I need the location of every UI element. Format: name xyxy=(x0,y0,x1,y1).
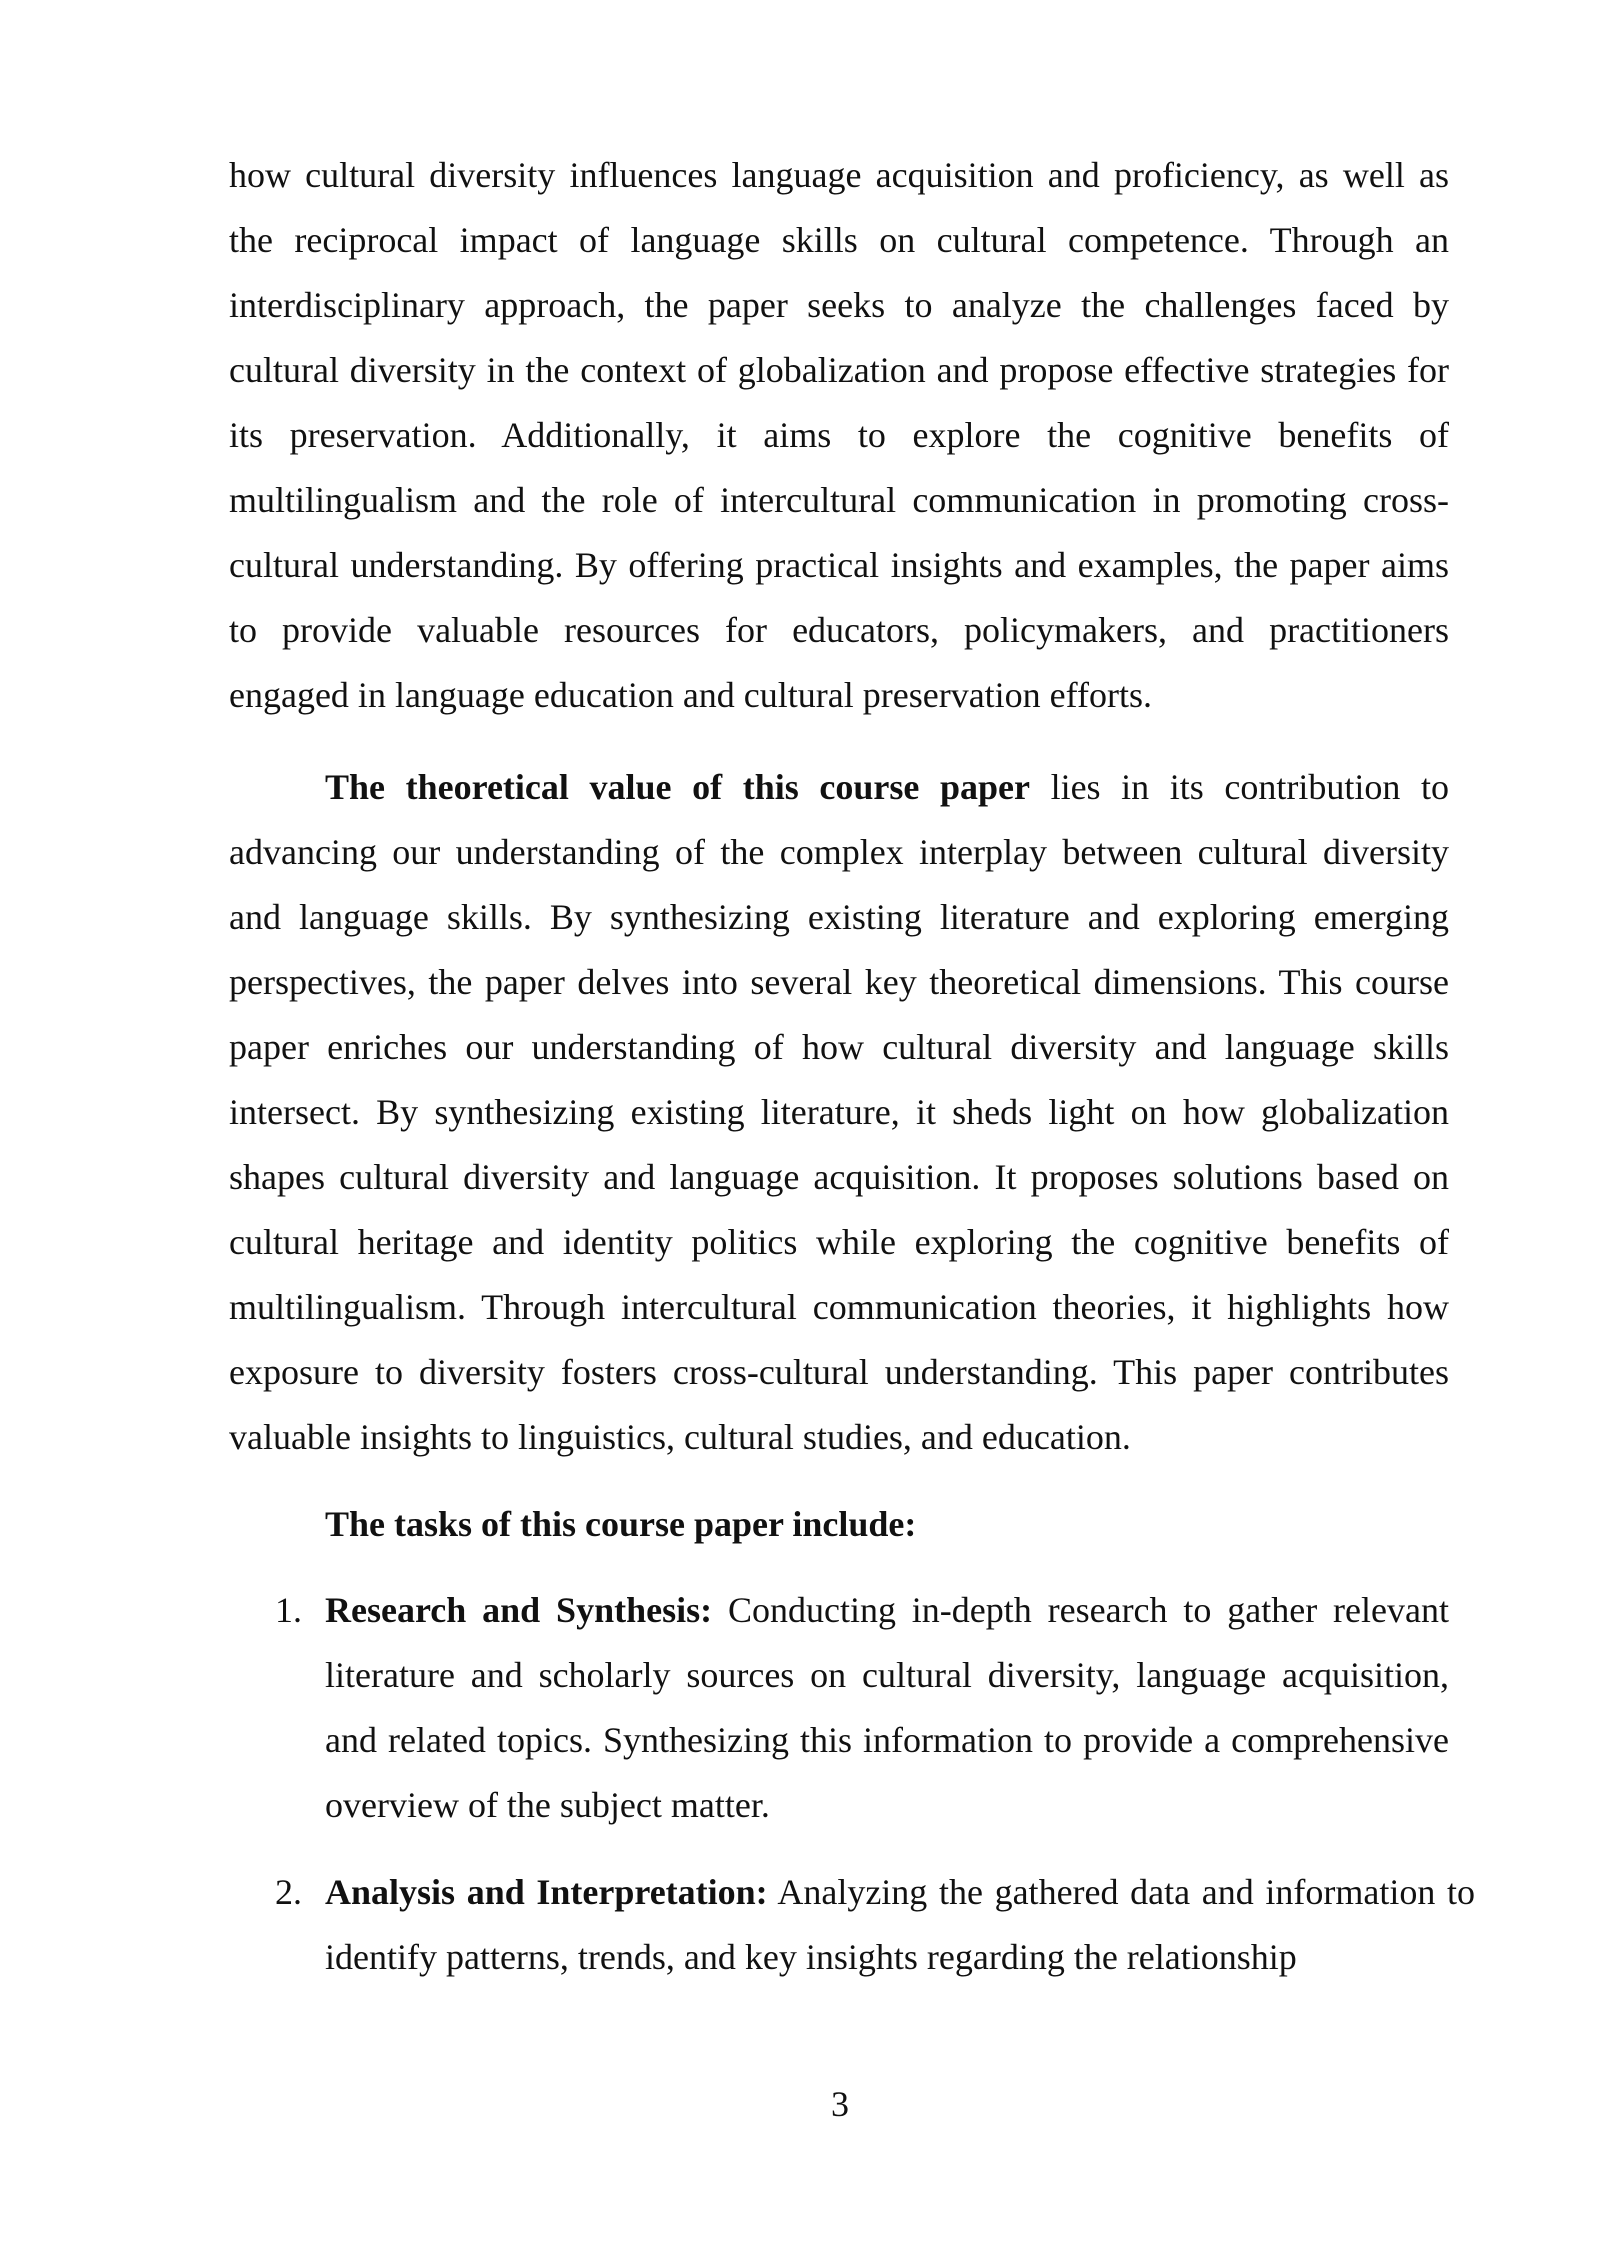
task-title: Research and Synthesis: xyxy=(325,1590,713,1630)
task-text: Analyzing the gathered data and information to identify patterns, trends, and key insights regarding the relationship xyxy=(325,1872,1476,1977)
task-number: 1. xyxy=(275,1590,302,1630)
page-number: 3 xyxy=(831,2084,849,2124)
theoretical-value-paragraph xyxy=(229,755,1449,1470)
tasks-heading: The tasks of this course paper include: xyxy=(325,1504,917,1544)
task-text: Conducting in-depth research to gather relevant literature and scholarly sources on cultural diversity, language acquisition, and related topics. Synthesizing this information to provide a comprehensive overview of the subject matter. xyxy=(325,1590,1449,1825)
task-list-item xyxy=(275,1860,1476,1990)
task-title: Analysis and Interpretation: xyxy=(325,1872,768,1912)
theoretical-value-text: lies in its contribution to advancing our understanding of the complex interplay between cultural diversity and language skills. By synthesizing existing literature and exploring emerging perspectives, the paper delves into several key theoretical dimensions. This course paper enriches our understanding of how cultural diversity and language skills intersect. By synthesizing existing literature, it sheds light on how globalization shapes cultural diversity and language acquisition. It proposes solutions based on cultural heritage and identity politics while exploring the cognitive benefits of multilingualism. Through intercultural communication theories, it highlights how exposure to diversity fosters cross-cultural understanding. This paper contributes valuable insights to linguistics, cultural studies, and education. xyxy=(229,767,1450,1457)
task-list-item xyxy=(275,1578,1449,1838)
task-number: 2. xyxy=(275,1872,302,1912)
body-paragraph-continued: how cultural diversity influences language acquisition and proficiency, as well as the reciprocal impact of language skills on cultural competence. Through an interdisciplinary approach, the paper seeks to analyze the challenges faced by cultural diversity in the context of globalization and propose effective strategies for its preservation. Additionally, it aims to explore the cognitive benefits of multilingualism and the role of intercultural communication in promoting cross-cultural understanding. By offering practical insights and examples, the paper aims to provide valuable resources for educators, policymakers, and practitioners engaged in language education and cultural preservation efforts. xyxy=(229,155,1449,715)
theoretical-value-lead: The theoretical value of this course paper xyxy=(325,767,1030,807)
